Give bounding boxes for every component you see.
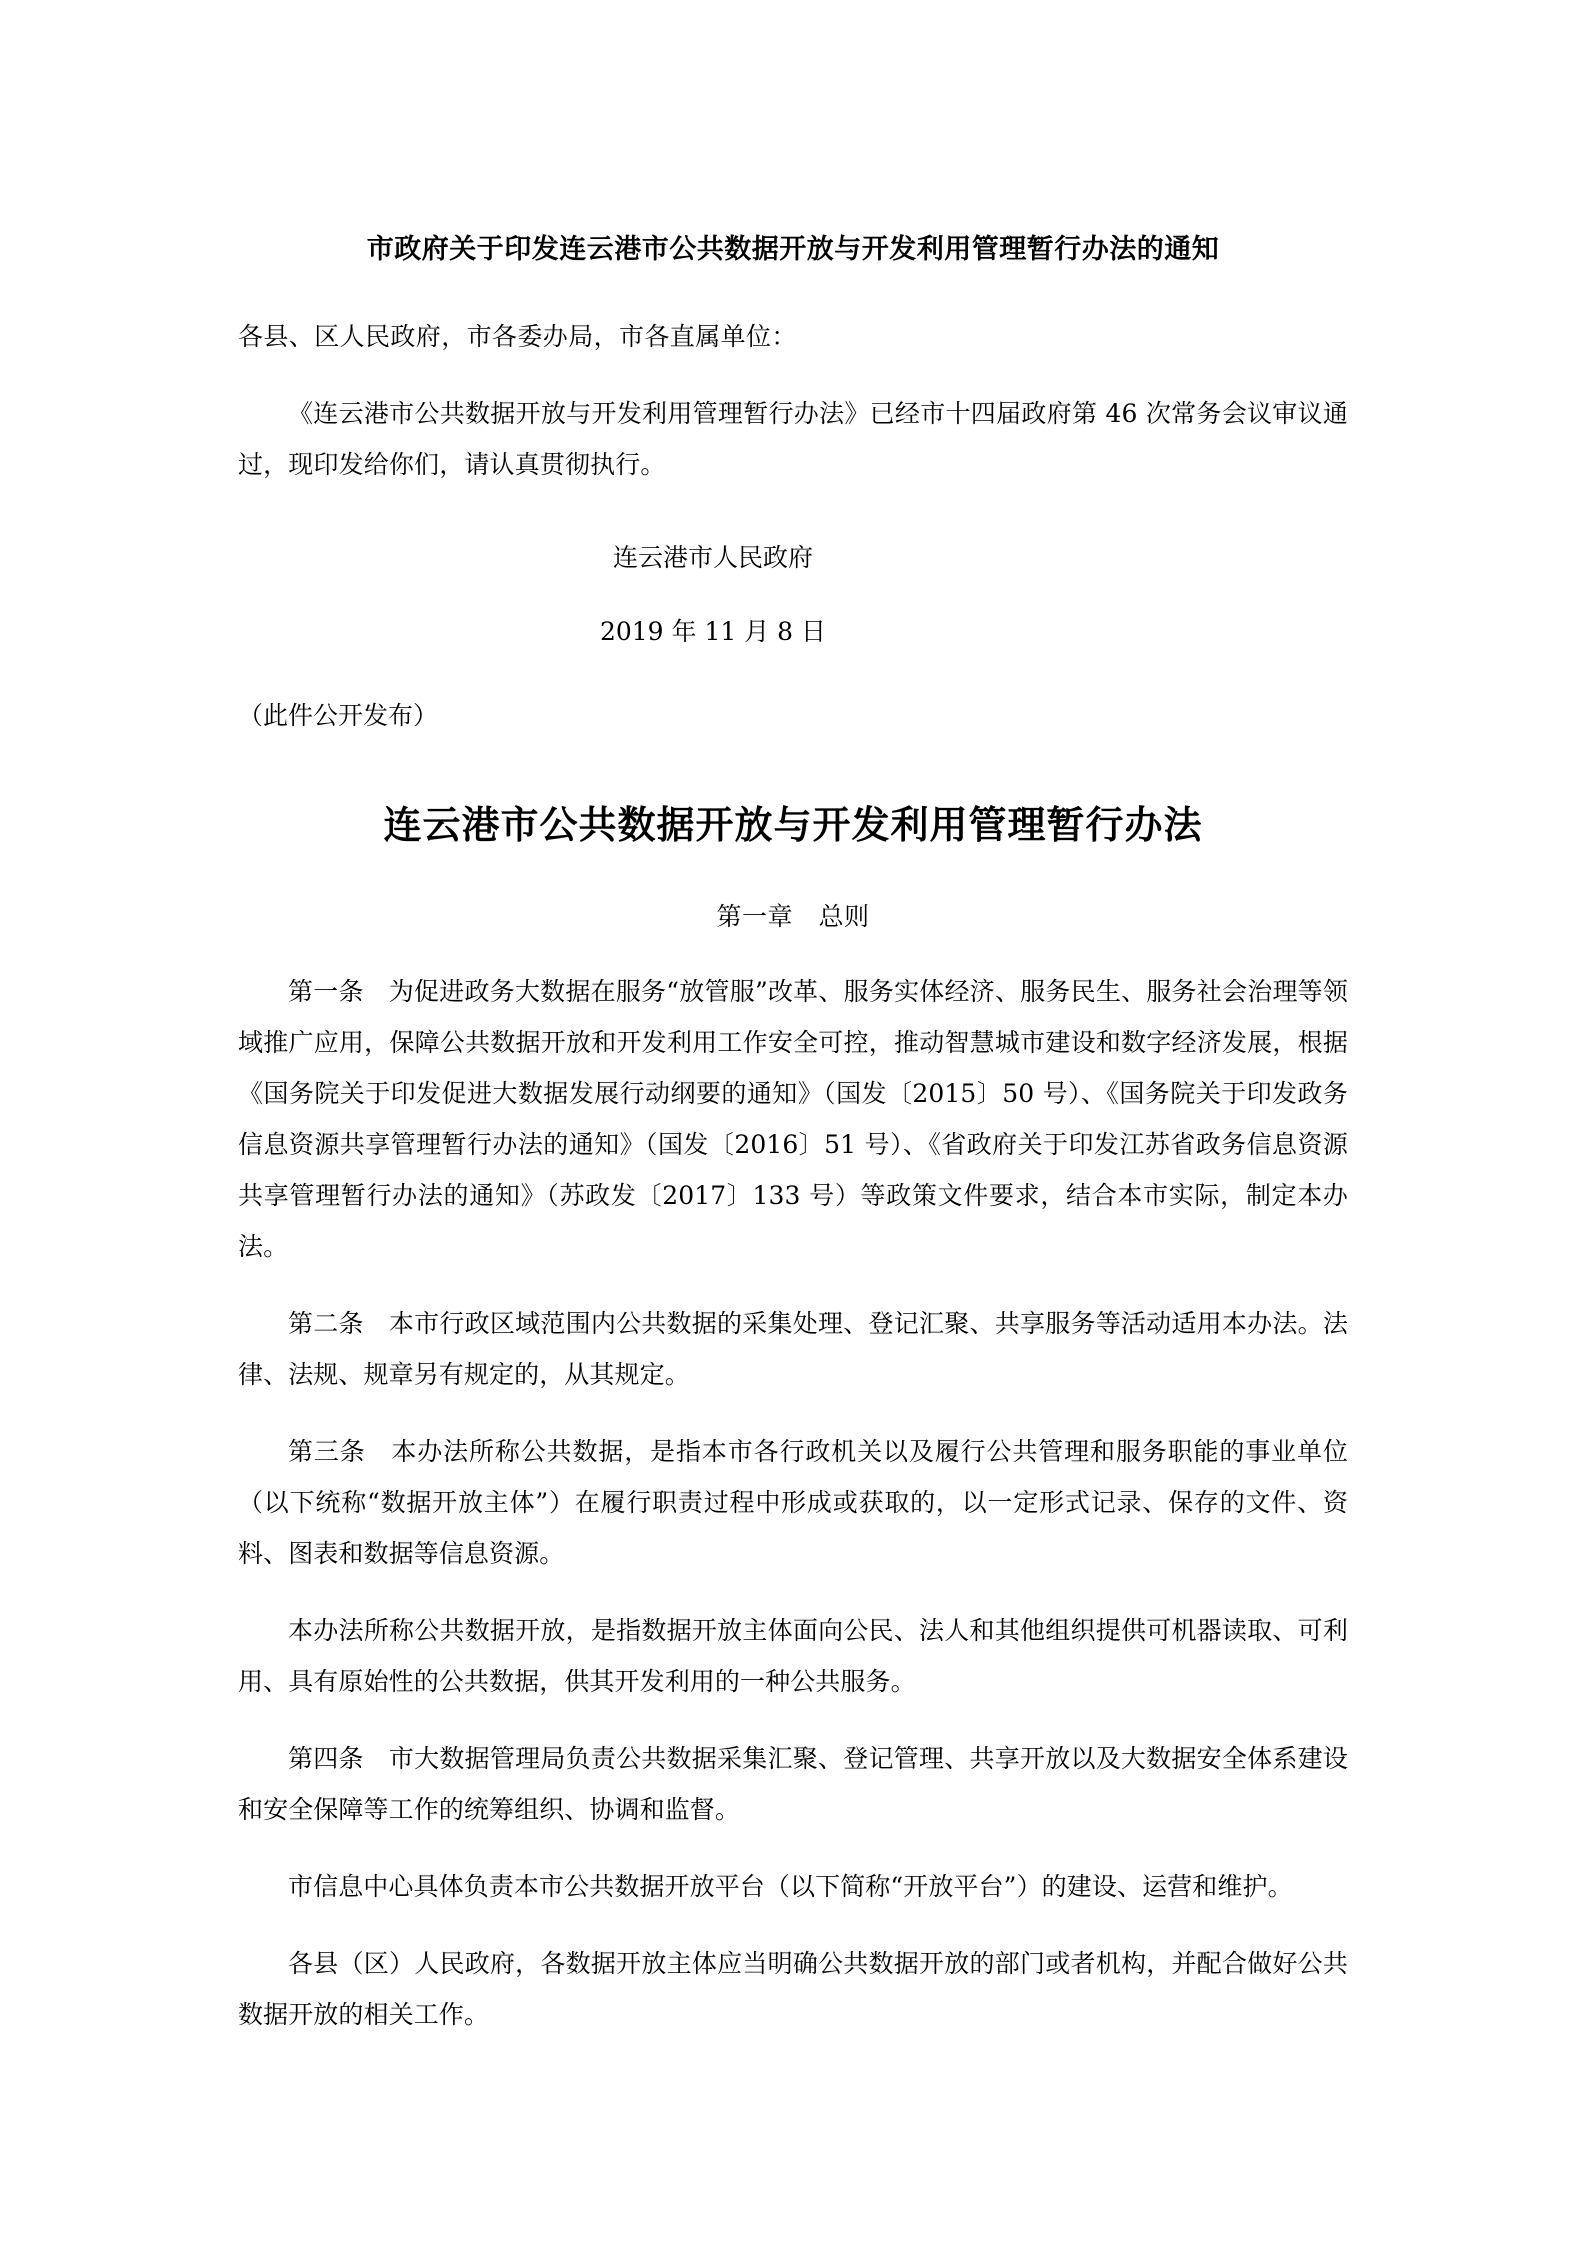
notice-body-paragraph: 《连云港市公共数据开放与开发利用管理暂行办法》已经市十四届政府第 46 次常务会议审议通过，现印发给你们，请认真贯彻执行。 xyxy=(238,399,1348,479)
article-label: 第四条 xyxy=(288,1744,364,1773)
article-text: 市大数据管理局负责公共数据采集汇聚、登记管理、共享开放以及大数据安全体系建设和安全保障等工作的统筹组织、协调和监督。 xyxy=(238,1744,1348,1824)
article-text: 本办法所称公共数据开放，是指数据开放主体面向公民、法人和其他组织提供可机器读取、可利用、具有原始性的公共数据，供其开发利用的一种公共服务。 xyxy=(238,1616,1348,1696)
article-label: 第三条 xyxy=(288,1437,366,1466)
notice-date: 2019 年 11 月 8 日 xyxy=(599,617,827,646)
article-text: 本办法所称公共数据，是指本市各行政机关以及履行公共管理和服务职能的事业单位（以下统称“数据开放主体”）在履行职责过程中形成或获取的，以一定形式记录、保存的文件、资料、图表和数据等信息资源。 xyxy=(238,1437,1348,1568)
regulation-article xyxy=(238,1400,1348,1579)
article-text: 为促进政务大数据在服务“放管服”改革、服务实体经济、服务民生、服务社会治理等领域推广应用，保障公共数据开放和开发利用工作安全可控，推动智慧城市建设和数字经济发展，根据《国务院关于印发促进大数据发展行动纲要的通知》（国发〔2015〕50 号）、《国务院关于印发政务信息资源共享管理暂行办法的通知》（国发〔2016〕51 号）、《省政府关于印发江苏省政务信息资源共享管理暂行办法的通知》（苏政发〔2017〕133 号）等政策文件要求，结合本市实际，制定本办法。 xyxy=(238,977,1348,1261)
article-text: 各县（区）人民政府，各数据开放主体应当明确公共数据开放的部门或者机构，并配合做好公共数据开放的相关工作。 xyxy=(238,1949,1348,2029)
article-label: 第二条 xyxy=(288,1309,364,1338)
regulation-article xyxy=(238,940,1348,1272)
regulation-article xyxy=(238,1835,1348,1912)
regulation-article xyxy=(238,1912,1348,2040)
notice-salutation: 各县、区人民政府，市各委办局，市各直属单位： xyxy=(238,322,797,351)
regulation-article xyxy=(238,1579,1348,1707)
notice-title: 市政府关于印发连云港市公共数据开放与开发利用管理暂行办法的通知 xyxy=(366,234,1220,265)
regulation-articles xyxy=(238,940,1348,2040)
regulation-article xyxy=(238,1707,1348,1835)
article-label: 第一条 xyxy=(288,977,364,1006)
article-text: 市信息中心具体负责本市公共数据开放平台（以下简称“开放平台”）的建设、运营和维护。 xyxy=(288,1872,1293,1901)
regulation-chapter-heading: 第一章 总则 xyxy=(716,902,870,931)
regulation-title: 连云港市公共数据开放与开发利用管理暂行办法 xyxy=(383,803,1203,847)
document-content xyxy=(238,0,1348,2040)
article-text: 本市行政区域范围内公共数据的采集处理、登记汇聚、共享服务等活动适用本办法。法律、法规、规章另有规定的，从其规定。 xyxy=(238,1309,1348,1389)
notice-publish-note: （此件公开发布） xyxy=(238,701,439,730)
notice-signer: 连云港市人民政府 xyxy=(612,543,813,572)
regulation-article xyxy=(238,1272,1348,1400)
